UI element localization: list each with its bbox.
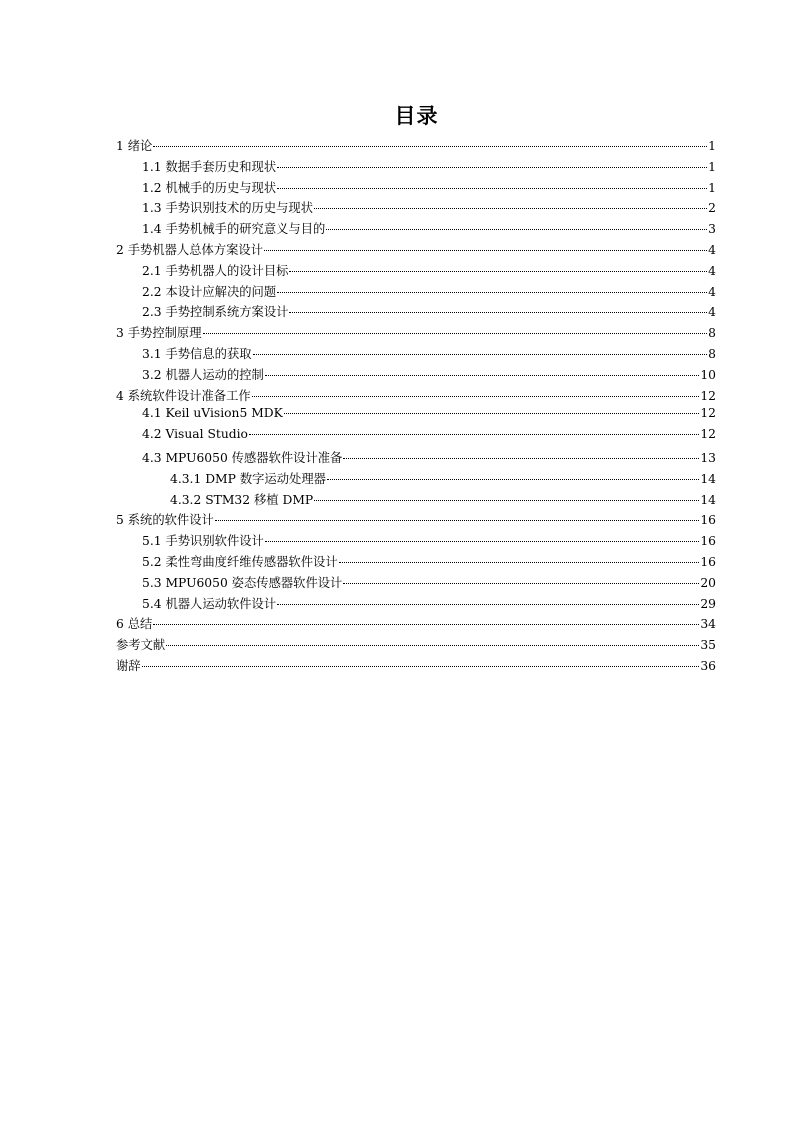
toc-entry[interactable] [116, 490, 716, 511]
toc-entry-label: 参考文献 [116, 638, 166, 653]
toc-entry-label: 1.1 数据手套历史和现状 [142, 159, 277, 174]
toc-entry-page-number: 29 [700, 596, 716, 611]
toc-entry[interactable] [116, 448, 716, 469]
toc-entry-label: 4.3 MPU6050 传感器软件设计准备 [142, 450, 343, 465]
toc-entry-label: 3.1 手势信息的获取 [142, 346, 252, 361]
toc-dot-leader [343, 583, 699, 584]
toc-entry-page-number: 13 [700, 450, 716, 465]
toc-dot-leader [326, 229, 707, 230]
toc-dot-leader [277, 292, 707, 293]
toc-dot-leader [277, 604, 699, 605]
toc-entry[interactable] [116, 344, 716, 365]
toc-entry-page-number: 12 [700, 388, 716, 403]
toc-entry-page-number: 4 [708, 263, 716, 278]
toc-entry-page-number: 35 [700, 638, 716, 653]
toc-entry[interactable] [116, 282, 716, 303]
toc-entry-label: 4.3.2 STM32 移植 DMP [170, 492, 314, 507]
toc-entry-page-number: 36 [700, 658, 716, 673]
toc-dot-leader [289, 271, 707, 272]
toc-entry-page-number: 12 [700, 406, 716, 421]
toc-dot-leader [253, 354, 708, 355]
toc-entry-page-number: 34 [700, 617, 716, 632]
toc-entry-label: 2.1 手势机器人的设计目标 [142, 263, 289, 278]
toc-entry-label: 5.4 机器人运动软件设计 [142, 596, 277, 611]
toc-entry[interactable] [116, 406, 716, 427]
toc-entry-page-number: 2 [708, 201, 716, 216]
toc-entry-label: 1 绪论 [116, 139, 153, 153]
toc-entry[interactable] [116, 656, 716, 677]
toc-entry-label: 6 总结 [116, 617, 153, 632]
toc-entry-page-number: 1 [708, 180, 716, 195]
toc-entry-page-number: 16 [700, 554, 716, 569]
toc-entry-label: 2.3 手势控制系统方案设计 [142, 305, 289, 320]
toc-title: 目录 [394, 103, 439, 128]
toc-entry-page-number: 16 [700, 513, 716, 528]
toc-entry-page-number: 4 [708, 305, 716, 320]
toc-entry[interactable] [116, 635, 716, 656]
toc-entry-page-number: 14 [700, 492, 716, 507]
toc-entry[interactable] [116, 136, 716, 157]
toc-entry[interactable] [116, 531, 716, 552]
toc-entry[interactable] [116, 614, 716, 635]
toc-entry[interactable] [116, 198, 716, 219]
toc-dot-leader [339, 562, 700, 563]
toc-entry-label: 5.1 手势识别软件设计 [142, 534, 264, 549]
toc-entry-page-number: 12 [700, 427, 716, 442]
toc-dot-leader [327, 479, 699, 480]
toc-dot-leader [284, 413, 700, 414]
toc-entry[interactable] [116, 261, 716, 282]
toc-entry[interactable] [116, 386, 716, 407]
toc-dot-leader [277, 188, 707, 189]
toc-entry[interactable] [116, 157, 716, 178]
toc-entry-label: 4.3.1 DMP 数字运动处理器 [170, 471, 326, 486]
toc-entry-page-number: 8 [708, 346, 716, 361]
toc-entry-label: 4.1 Keil uVision5 MDK [142, 406, 283, 421]
toc-dot-leader [142, 666, 700, 667]
toc-dot-leader [265, 541, 700, 542]
toc-dot-leader [314, 208, 707, 209]
toc-dot-leader [249, 434, 699, 435]
toc-dot-leader [289, 312, 707, 313]
toc-entry[interactable] [116, 427, 716, 448]
toc-entry-label: 1.4 手势机械手的研究意义与目的 [142, 222, 326, 237]
toc-entry-page-number: 3 [708, 222, 716, 237]
toc-entry[interactable] [116, 552, 716, 573]
toc-list [116, 136, 716, 677]
toc-entry-label: 2 手势机器人总体方案设计 [116, 242, 263, 257]
toc-entry-page-number: 4 [708, 284, 716, 299]
toc-entry[interactable] [116, 323, 716, 344]
toc-dot-leader [153, 624, 699, 625]
toc-entry-label: 5 系统的软件设计 [116, 513, 214, 528]
toc-entry-page-number: 14 [700, 471, 716, 486]
toc-dot-leader [277, 167, 707, 168]
toc-dot-leader [314, 500, 699, 501]
toc-entry-page-number: 1 [708, 159, 716, 174]
toc-entry[interactable] [116, 594, 716, 615]
toc-entry-label: 4 系统软件设计准备工作 [116, 388, 251, 403]
toc-dot-leader [153, 146, 707, 147]
toc-entry-label: 5.3 MPU6050 姿态传感器软件设计 [142, 575, 343, 590]
toc-dot-leader [215, 520, 700, 521]
toc-entry[interactable] [116, 302, 716, 323]
toc-entry[interactable] [116, 219, 716, 240]
toc-entry-label: 谢辞 [116, 658, 141, 673]
toc-entry[interactable] [116, 365, 716, 386]
toc-dot-leader [265, 375, 700, 376]
toc-dot-leader [252, 396, 700, 397]
toc-entry-page-number: 16 [700, 534, 716, 549]
toc-dot-leader [203, 333, 708, 334]
toc-entry[interactable] [116, 510, 716, 531]
toc-entry-label: 4.2 Visual Studio [142, 427, 248, 442]
toc-entry-page-number: 20 [700, 575, 716, 590]
toc-entry[interactable] [116, 573, 716, 594]
toc-entry-label: 1.2 机械手的历史与现状 [142, 180, 277, 195]
toc-entry-page-number: 10 [700, 367, 716, 382]
toc-entry-label: 2.2 本设计应解决的问题 [142, 284, 277, 299]
toc-dot-leader [343, 458, 699, 459]
toc-entry-label: 3 手势控制原理 [116, 326, 202, 341]
toc-entry[interactable] [116, 240, 716, 261]
toc-entry-label: 1.3 手势识别技术的历史与现状 [142, 201, 314, 216]
toc-entry-label: 3.2 机器人运动的控制 [142, 367, 264, 382]
toc-entry[interactable] [116, 469, 716, 490]
toc-entry[interactable] [116, 178, 716, 199]
toc-entry-page-number: 4 [708, 242, 716, 257]
toc-entry-page-number: 8 [708, 326, 716, 341]
toc-entry-page-number: 1 [708, 139, 716, 153]
toc-entry-label: 5.2 柔性弯曲度纤维传感器软件设计 [142, 554, 338, 569]
toc-dot-leader [264, 250, 707, 251]
toc-dot-leader [166, 645, 699, 646]
